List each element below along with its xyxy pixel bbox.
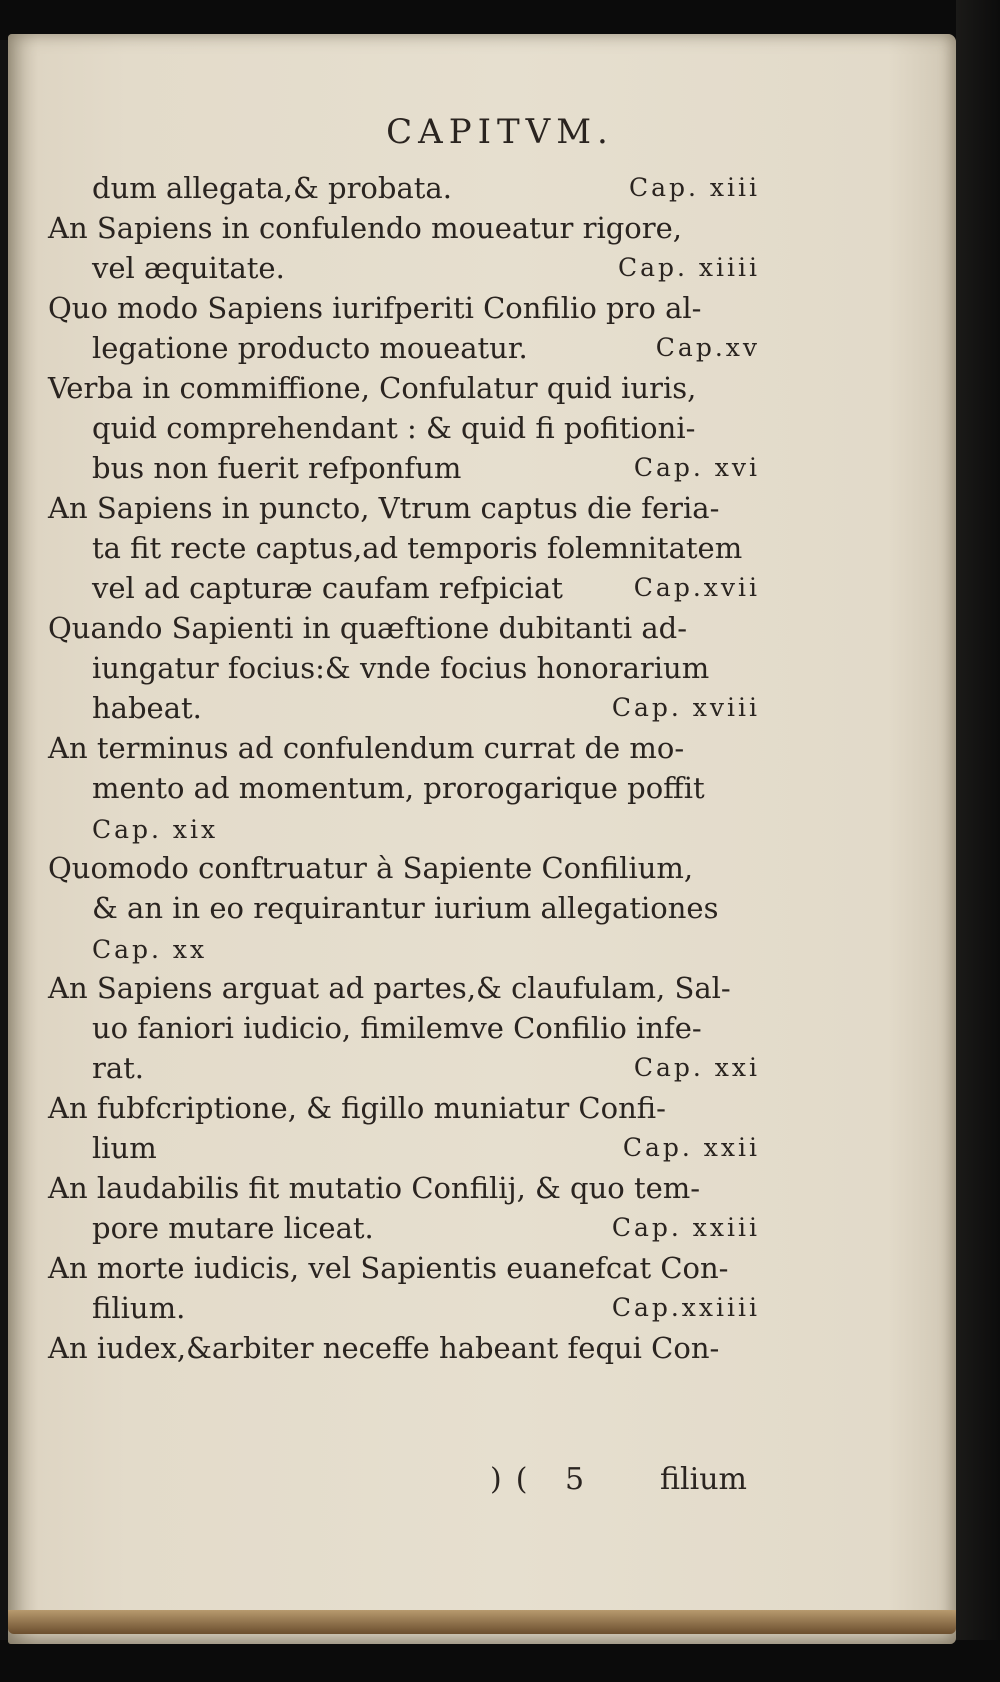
chapter-line [48,968,760,1008]
scan-background-bottom [0,1640,1000,1682]
chapter-number: Cap.xv [655,333,760,362]
chapter-text: rat. [92,1051,145,1085]
chapter-text: iungatur focius:& vnde focius honorarium [92,651,710,685]
chapter-text: An Sapiens arguat ad partes,& claufulam, Sal- [48,971,731,1005]
chapter-number: Cap. xiii [628,173,760,202]
chapter-line [48,688,760,728]
chapter-text: Quomodo conftruatur à Sapiente Confilium, [48,851,694,885]
running-head: CAPITVM. [386,112,614,152]
chapter-text: An morte iudicis, vel Sapientis euanefcat Con- [48,1251,729,1285]
chapter-line [48,1048,760,1088]
chapter-number: Cap. xviii [611,693,760,722]
chapter-line [48,1168,760,1208]
catchword: filium [660,1462,747,1497]
chapter-line [48,408,760,448]
chapter-number: Cap. xxii [622,1133,760,1162]
chapter-line [48,1328,760,1368]
chapter-line [48,1208,760,1248]
chapter-line [48,888,760,928]
chapter-text: legatione producto moueatur. [92,331,528,365]
chapter-line [48,648,760,688]
chapter-line [48,248,760,288]
chapter-number: Cap.xvii [633,573,760,602]
chapter-line [48,168,760,208]
chapter-list [48,168,760,1368]
chapter-line [48,928,760,968]
chapter-line [48,608,760,648]
page-bottom-edge [8,1610,956,1634]
chapter-line [48,288,760,328]
chapter-text: mento ad momentum, prorogarique poffit [92,771,705,805]
chapter-line [48,1008,760,1048]
chapter-line [48,808,760,848]
chapter-text: An Sapiens in confulendo moueatur rigore, [48,211,682,245]
chapter-number: Cap.xxiiii [611,1293,760,1322]
chapter-line [48,208,760,248]
chapter-line [48,1288,760,1328]
chapter-number: Cap. xx [92,935,208,964]
chapter-text: vel æquitate. [92,251,285,285]
chapter-line [48,1248,760,1288]
chapter-line [48,448,760,488]
chapter-text: Quo modo Sapiens iurifperiti Confilio pro al- [48,291,702,325]
chapter-text: uo faniori iudicio, fimilemve Confilio infe- [92,1011,702,1045]
chapter-text: An laudabilis fit mutatio Confilij, & quo tem- [48,1171,701,1205]
chapter-line [48,848,760,888]
chapter-text: An terminus ad confulendum currat de mo- [48,731,685,765]
chapter-text: An Sapiens in puncto, Vtrum captus die feria- [48,491,720,525]
chapter-number: Cap. xix [92,815,219,844]
chapter-line [48,488,760,528]
chapter-text: & an in eo requirantur iurium allegationes [92,891,719,925]
chapter-line [48,368,760,408]
chapter-number: Cap. xxi [633,1053,760,1082]
chapter-text: Verba in commiffione, Confulatur quid iuris, [48,371,697,405]
scan-background-right [956,0,1000,1682]
chapter-text: lium [92,1131,157,1165]
chapter-text: filium. [92,1291,186,1325]
chapter-line [48,768,760,808]
chapter-line [48,528,760,568]
chapter-text: vel ad capturæ caufam refpiciat [92,571,563,605]
chapter-line [48,728,760,768]
chapter-text: Quando Sapienti in quæftione dubitanti ad- [48,611,687,645]
chapter-line [48,1088,760,1128]
chapter-text: An iudex,&arbiter neceffe habeant fequi Con- [48,1331,720,1365]
chapter-line [48,1128,760,1168]
chapter-line [48,328,760,368]
chapter-text: An fubfcriptione, & figillo muniatur Confi- [48,1091,666,1125]
chapter-number: Cap. xiiii [617,253,760,282]
chapter-text: quid comprehendant : & quid fi pofitioni- [92,411,696,445]
chapter-number: Cap. xvi [633,453,760,482]
chapter-text: bus non fuerit refponfum [92,451,462,485]
signature-mark: )( 5 [490,1462,599,1497]
chapter-line [48,568,760,608]
chapter-number: Cap. xxiii [611,1213,760,1242]
chapter-text: habeat. [92,691,202,725]
chapter-text: pore mutare liceat. [92,1211,374,1245]
chapter-text: dum allegata,& probata. [92,171,452,205]
chapter-text: ta fit recte captus,ad temporis folemnitatem [92,531,743,565]
